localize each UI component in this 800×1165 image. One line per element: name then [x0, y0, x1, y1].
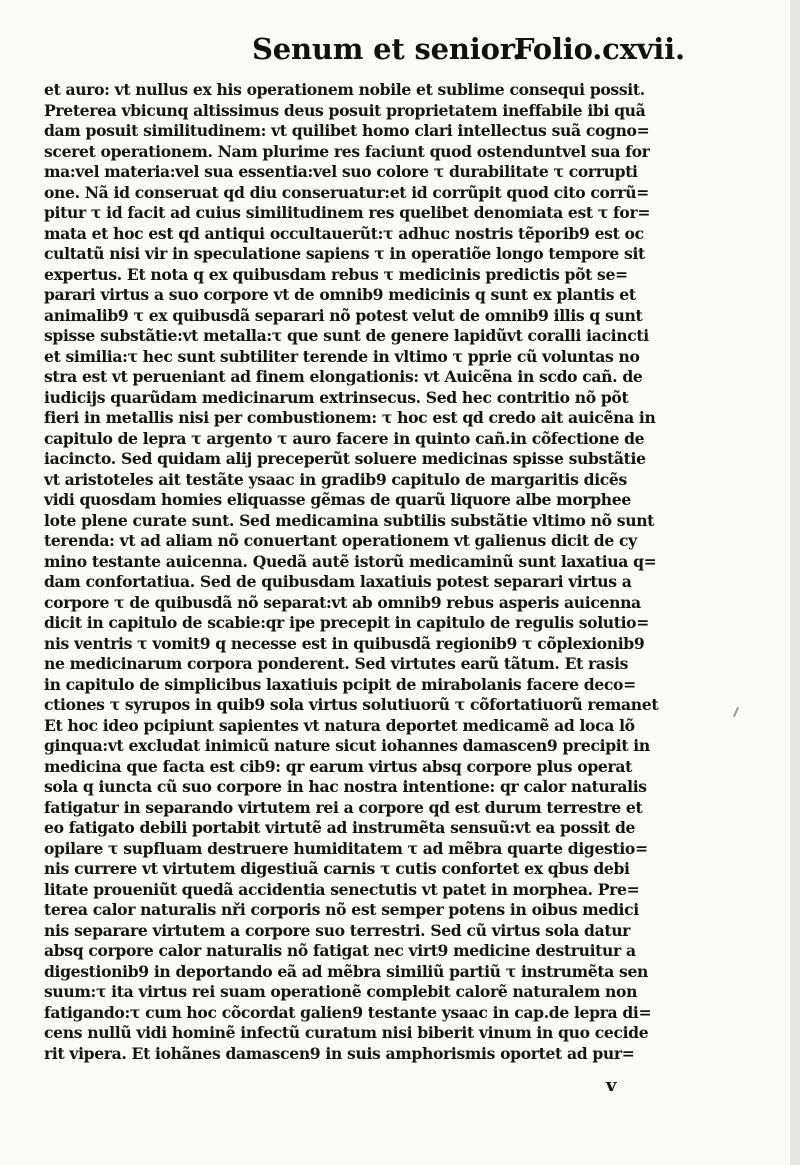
text-line: spisse substãtie:vt metalla:τ que sunt de genere lapidũvt coralli iacincti [44, 326, 649, 345]
text-line: sceret operationem. Nam plurime res faciunt quod ostenduntvel sua for [44, 141, 650, 161]
text-line: in capitulo de simplicibus laxatiuis pcipit de mirabolanis facere deco= [44, 674, 636, 694]
text-line: dam confortatiua. Sed de quibusdam laxatiuis potest separari virtus a [44, 572, 632, 591]
folio-number: Folio.cxvii. [514, 32, 685, 66]
text-line: one. Nã id conseruat qd diu conseruatur:et id corrũpit quod cito corrũ= [44, 182, 649, 202]
margin-mark [733, 707, 739, 717]
text-line: cens nullũ vidi hominẽ infectũ curatum nisi biberit vinum in quo cecide [44, 1023, 649, 1042]
text-line: terea calor naturalis nři corporis nõ est semper potens in oibus medici [44, 900, 639, 919]
text-line: pitur τ id facit ad cuius similitudinem res quelibet denomiata est τ for= [44, 203, 651, 222]
page-header [252, 22, 685, 82]
text-line: rit vipera. Et iohãnes damascen9 in suis amphorismis oportet ad pur= [44, 1043, 635, 1063]
text-line: corpore τ de quibusdã nõ separat:vt ab omnib9 rebus asperis auicenna [44, 592, 641, 612]
text-line: eo fatigato debili portabit virtutẽ ad instrumẽta sensuũ:vt ea possit de [44, 818, 636, 837]
text-line: Preterea vbicunq altissimus deus posuit proprietatem ineffabile ibi quã [44, 100, 646, 120]
text-line: vidi quosdam homies eliquasse gẽmas de quarũ liquore albe morphee [44, 490, 631, 509]
text-line: et auro: vt nullus ex his operationem nobile et sublime consequi possit. [44, 80, 645, 99]
text-line: dam posuit similitudinem: vt quilibet homo clari intellectus suã cogno= [44, 121, 650, 140]
text-line: cultatũ nisi vir in speculatione sapiens τ in operatiõe longo tempore sit [44, 244, 645, 263]
text-line: animalib9 τ ex quibusdã separari nõ potest velut de omnib9 illis q sunt [44, 305, 643, 325]
text-line: et similia:τ hec sunt subtiliter terende in vltimo τ pprie cũ voluntas no [44, 346, 640, 366]
text-line: vt aristoteles ait testãte ysaac in gradib9 capitulo de margaritis dicẽs [44, 469, 627, 489]
text-line: dicit in capitulo de scabie:qr ipe precepit in capitulo de regulis solutio= [44, 613, 649, 632]
text-line: iudicijs quarũdam medicinarum extrinsecus. Sed hec contritio nõ põt [44, 387, 629, 407]
text-line: ne medicinarum corpora ponderent. Sed virtutes earũ tãtum. Et rasis [44, 654, 629, 673]
text-line: nis ventris τ vomit9 q necesse est in quibusdã regionib9 τ cõplexionib9 [44, 633, 645, 653]
text-line: capitulo de lepra τ argento τ auro facere in quinto cañ.in cõfectione de [44, 428, 645, 448]
text-line: suum:τ ita virtus rei suam operationẽ complebit calorẽ naturalem non [44, 982, 638, 1001]
text-line: nis currere vt virtutem digestiuã carnis τ cutis confortet ex qbus debi [44, 859, 630, 878]
text-line: opilare τ supfluam destruere humiditatem τ ad mẽbra quarte digestio= [44, 838, 648, 858]
text-line: ginqua:vt excludat inimicũ nature sicut iohannes damascen9 precipit in [44, 736, 650, 755]
text-line: fieri in metallis nisi per combustionem: τ hoc est qd credo ait auicẽna in [44, 408, 656, 427]
text-line: medicina que facta est cib9: qr earum virtus absq corpore plus operat [44, 756, 632, 776]
text-line: litate proueniũt quedã accidentia senectutis vt patet in morphea. Pre= [44, 879, 640, 899]
text-line: terenda: vt ad aliam nõ conuertant operationem vt galienus dicit de cy [44, 531, 637, 550]
body-text [44, 80, 684, 1064]
text-line: lote plene curate sunt. Sed medicamina subtilis substãtie vltimo nõ sunt [44, 510, 655, 530]
text-line: Et hoc ideo pcipiunt sapientes vt natura deportet medicamẽ ad loca lõ [44, 715, 635, 735]
catchword: v [606, 1075, 617, 1096]
text-line: expertus. Et nota q ex quibusdam rebus τ medicinis predictis põt se= [44, 264, 628, 284]
text-line: stra est vt perueniant ad finem elongationis: vt Auicẽna in scdo cañ. de [44, 367, 643, 386]
text-line: ma:vel materia:vel sua essentia:vel suo colore τ durabilitate τ corrupti [44, 162, 638, 181]
text-line: fatigatur in separando virtutem rei a corpore qd est durum terrestre et [44, 797, 643, 817]
text-line: nis separare virtutem a corpore suo terrestri. Sed cũ virtus sola datur [44, 920, 631, 940]
text-line: fatigando:τ cum hoc cõcordat galien9 testante ysaac in cap.de lepra di= [44, 1002, 652, 1022]
text-line: absq corpore calor naturalis nõ fatigat nec virt9 medicine destruitur a [44, 941, 636, 960]
text-line: mata et hoc est qd antiqui occultauerũt:τ adhuc nostris tẽporib9 est oc [44, 223, 644, 243]
text-line: iacincto. Sed quidam alij preceperũt soluere medicinas spisse substãtie [44, 449, 646, 468]
running-head: Senum et senior. [252, 32, 523, 66]
text-line: sola q iuncta cũ suo corpore in hac nostra intentione: qr calor naturalis [44, 777, 647, 796]
text-line: parari virtus a suo corpore vt de omnib9 medicinis q sunt ex plantis et [44, 285, 636, 304]
text-line: digestionib9 in deportando eã ad mẽbra similiũ partiũ τ instrumẽta sen [44, 961, 649, 981]
text-line: mino testante auicenna. Quedã autẽ istorũ medicaminũ sunt laxatiua q= [44, 551, 657, 571]
text-line: ctiones τ syrupos in quib9 sola virtus solutiuorũ τ cõfortatiuorũ remanet [44, 695, 659, 714]
